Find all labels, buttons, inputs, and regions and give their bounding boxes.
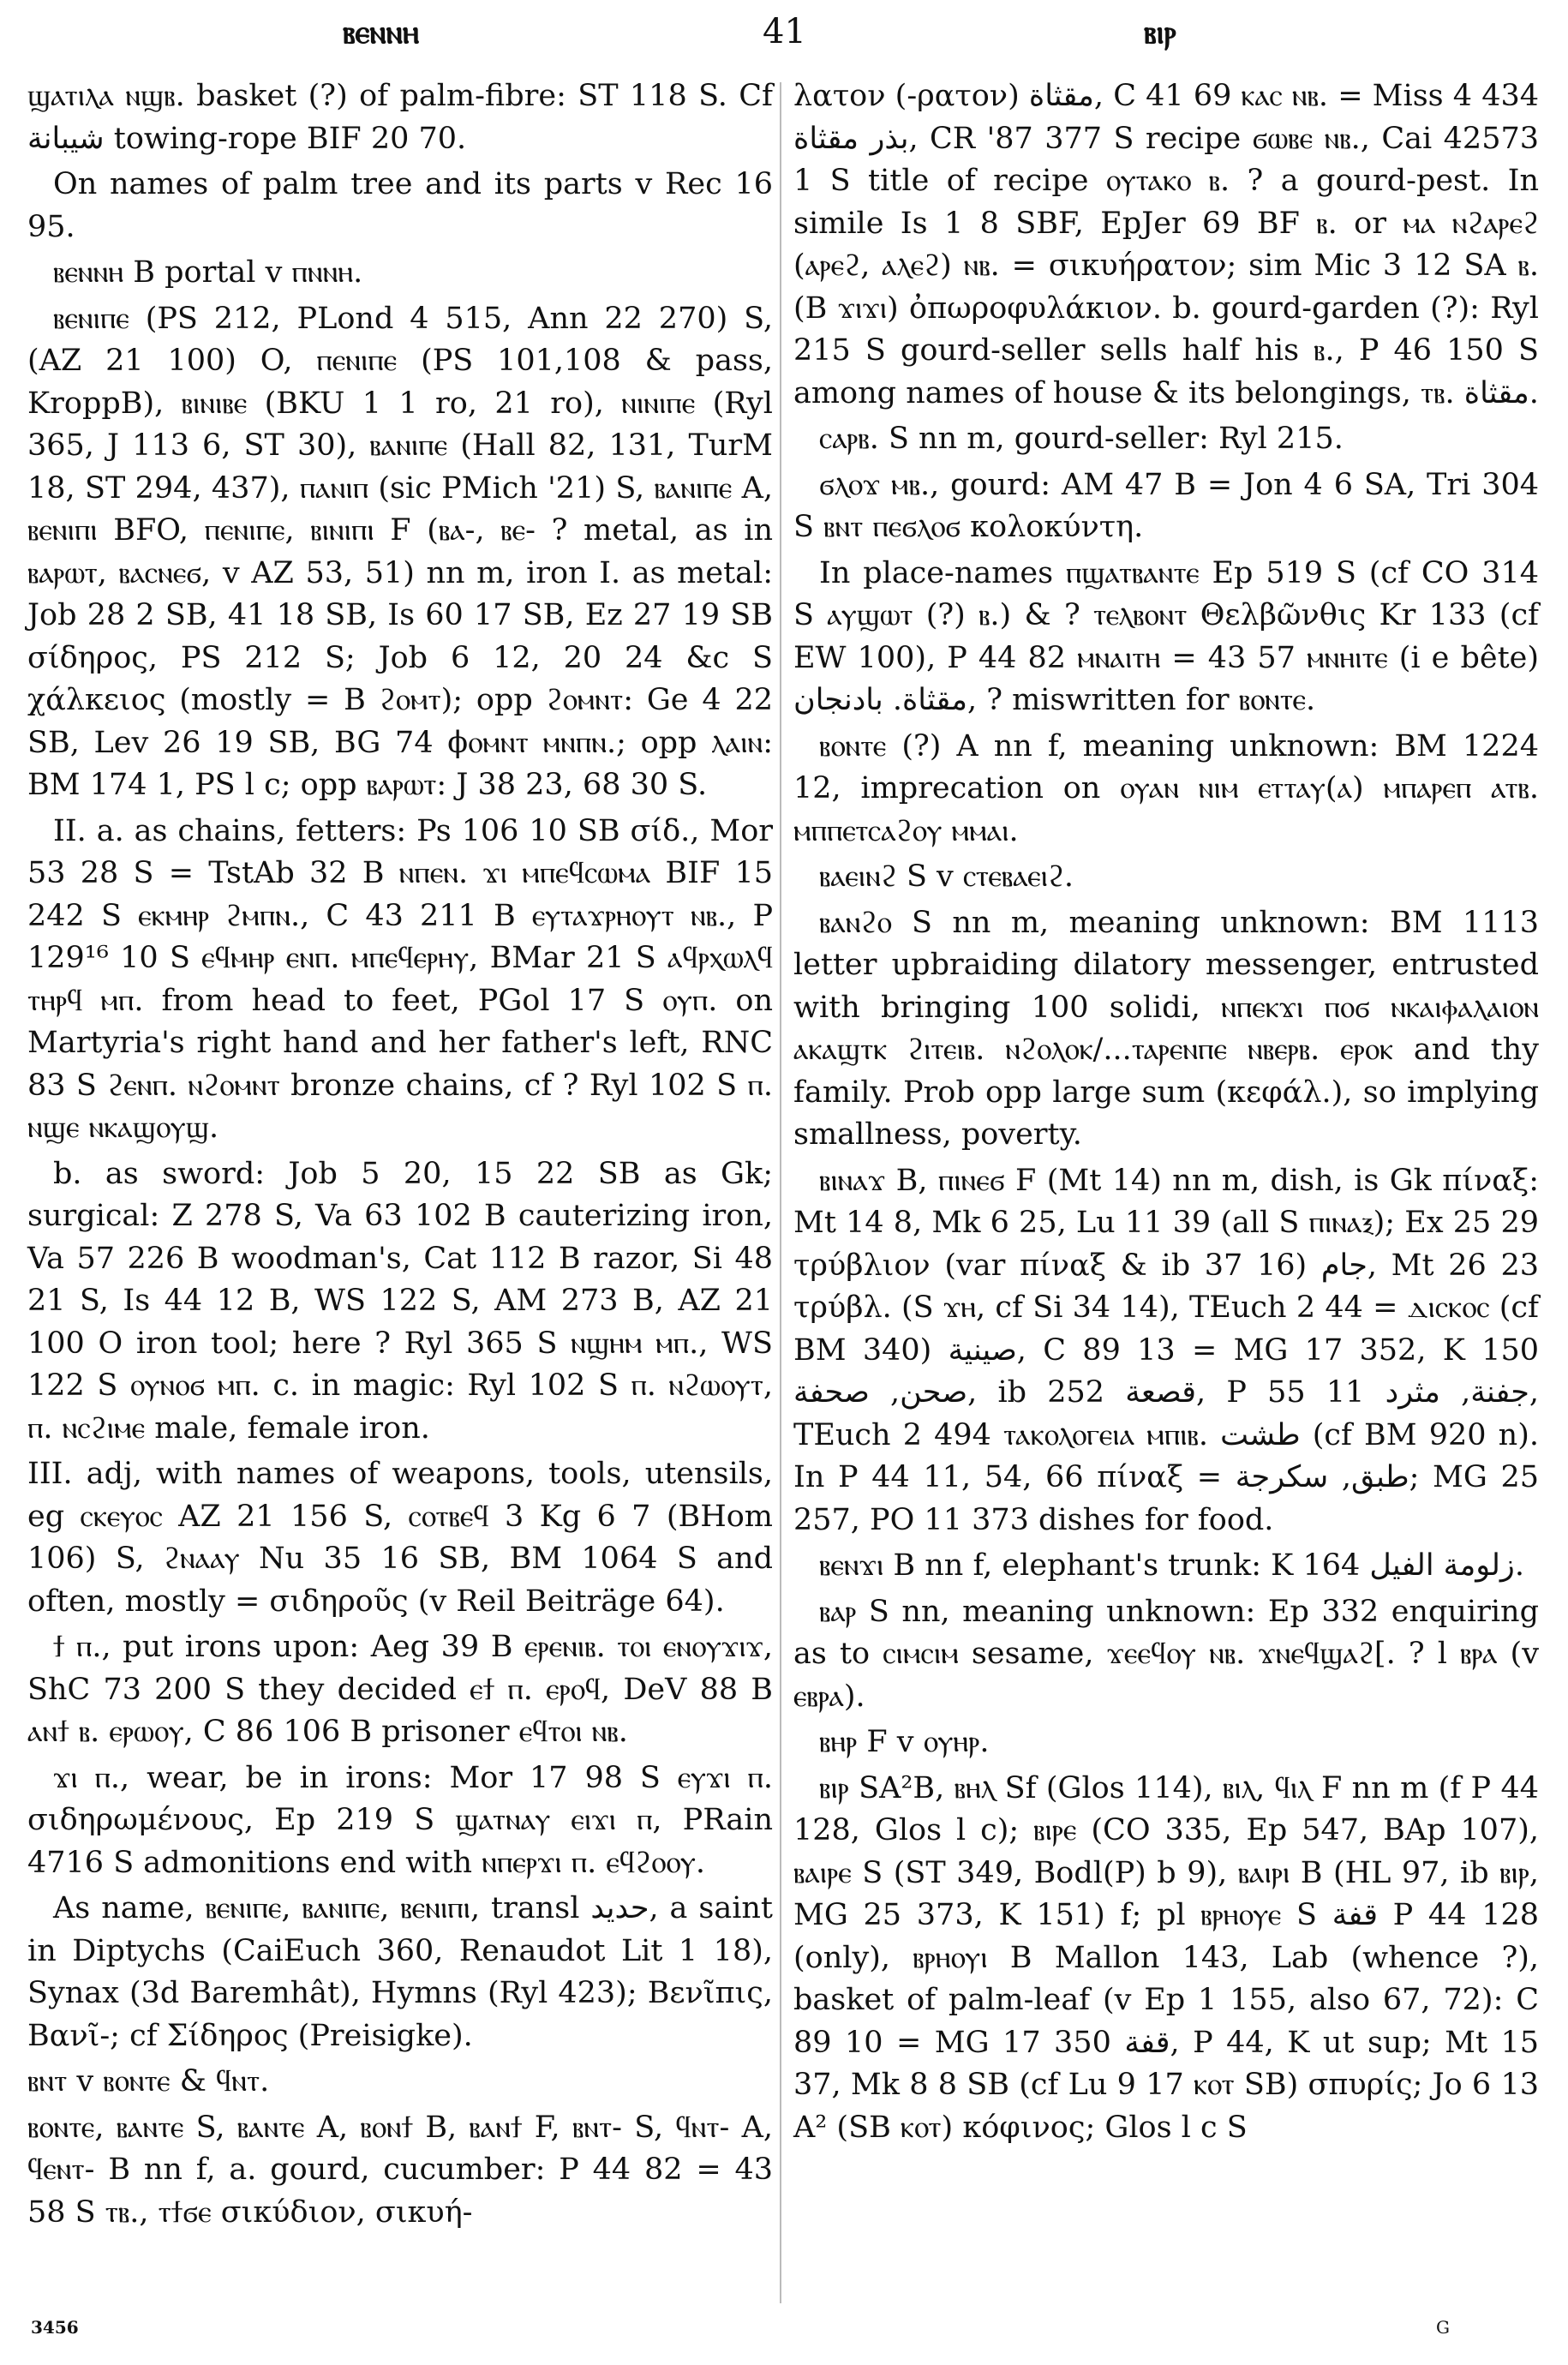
- entry-paragraph: III. adj, with names of weapons, tools, utensils, eg ⲥⲕⲉⲩⲟⲥ AZ 21 156 S, ⲥⲟⲧⲃⲉϥ 3 Kg 6 7 (BHom 106) S, ϩⲛⲁⲁⲩ Nu 35 16 SB, BM 1064 S and often, mostly = σιδηροῦς (v Reil Beiträge 64).: [27, 1457, 773, 1619]
- left-column: [27, 75, 773, 2237]
- entry-paragraph: ⲃⲓⲛⲁϫ B, ⲡⲓⲛⲉϭ F (Mt 14) nn m, dish, is Gk πίναξ: Mt 14 8, Mk 6 25, Lu 11 39 (all S ⲡⲓⲛⲁⲝ); Ex 25 29 τρύβλιον (var πίναξ & ib 37 16) جام, Mt 26 23 τρύβλ. (S ϫⲏ, cf Si 34 14), TEuch 2 44 = ⲇⲓⲥⲕⲟⲥ (cf BM 340) صينية, C 89 13 = MG 17 352, K 150 صحن, صحفة, ib 252 قصعة, P 55 11 جفنة, مثرد, TEuch 2 494 ⲧⲁⲕⲟⲗⲟⲅⲉⲓⲁ ⲙⲡⲓⲃ. طشت (cf BM 920 n). In P 44 11, 54, 66 πίναξ = طبق, سكرجة; MG 25 257, PO 11 373 dishes for food.: [793, 1163, 1539, 1537]
- running-head-right: ⲃⲓⲣ: [1144, 12, 1176, 51]
- entry-paragraph: ⲥⲁⲣⲃ. S nn m, gourd-seller: Ryl 215.: [819, 422, 1344, 456]
- column-divider: [780, 82, 781, 2303]
- signature-mark-right: G: [1436, 2317, 1450, 2338]
- right-column: [793, 75, 1539, 2152]
- entry-paragraph: ϣⲁⲧⲓⲗⲁ ⲛϣⲃ. basket (?) of palm-fibre: ST 118 S. Cf شيبانة towing-rope BIF 20 70.: [27, 79, 773, 156]
- entry-paragraph: ϭⲗⲟϫ ⲙⲃ., gourd: AM 47 B = Jon 4 6 SA, Tri 304 S ⲃⲛⲧ ⲡⲉϭⲗⲟϭ κολοκύντη.: [793, 467, 1539, 544]
- entry-paragraph: ⲃⲁⲣ S nn, meaning unknown: Ep 332 enquiring as to ⲥⲓⲙⲥⲓⲙ sesame, ϫⲉⲉϥⲟⲩ ⲛⲃ. ϫⲛⲉϥϣⲁϩ[. ? l ⲃⲣⲁ (v ⲉⲃⲣⲁ).: [793, 1594, 1539, 1714]
- entry-paragraph: b. as sword: Job 5 20, 15 22 SB as Gk; surgical: Z 278 S, Va 63 102 B cauterizing iron, Va 57 226 B woodman's, Cat 112 B razor, Si 48 21 S, Is 44 12 B, WS 122 S, AM 273 B, AZ 21 100 O iron tool; here ? Ryl 365 S ⲛϣⲏⲙ ⲙⲡ., WS 122 S ⲟⲩⲛⲟϭ ⲙⲡ. c. in magic: Ryl 102 S ⲡ. ⲛϩⲱⲟⲩⲧ, ⲡ. ⲛⲥϩⲓⲙⲉ male, female iron.: [27, 1156, 773, 1446]
- printer-mark-left: 3456: [31, 2317, 79, 2338]
- entry-paragraph: ⲃⲓⲣ SA²B, ⲃⲏⲗ Sf (Glos 114), ⲃⲓⲗ, ϥⲓⲗ F nn m (f P 44 128, Glos l c); ⲃⲓⲣⲉ (CO 335, Ep 547, BAp 107), ⲃⲁⲓⲣⲉ S (ST 349, Bodl(P) b 9), ⲃⲁⲓⲣⲓ B (HL 97, ib ⲃⲓⲣ, MG 25 373, K 151) f; pl ⲃⲣⲏⲟⲩⲉ S قفة P 44 128 (only), ⲃⲣⲏⲟⲩⲓ B Mallon 143, Lab (whence ?), basket of palm-leaf (v Ep 1 155, also 67, 72): C 89 10 = MG 17 350 قفة, P 44, K ut sup; Mt 15 37, Mk 8 8 SB (cf Lu 9 17 ⲕⲟⲧ SB) σπυρίς; Jo 6 13 A² (SB ⲕⲟⲧ) κόφινος; Glos l c S: [793, 1770, 1540, 2145]
- entry-paragraph: II. a. as chains, fetters: Ps 106 10 SB σίδ., Mor 53 28 S = TstAb 32 B ⲛⲡⲉⲛ. ϫⲓ ⲙⲡⲉϥⲥⲱⲙⲁ BIF 15 242 S ⲉⲕⲙⲏⲣ ϩⲙⲡⲛ., C 43 211 B ⲉⲩⲧⲁϫⲣⲏⲟⲩⲧ ⲛⲃ., P 129¹⁶ 10 S ⲉϥⲙⲏⲣ ⲉⲛⲡ. ⲙⲡⲉϥⲉⲣⲏⲩ, BMar 21 S ⲁϥⲣⲭⲱⲗϥ ⲧⲏⲣϥ ⲙⲡ. from head to feet, PGol 17 S ⲟⲩⲡ. on Martyria's right hand and her father's left, RNC 83 S ϩⲉⲛⲡ. ⲛϩⲟⲙⲛⲧ bronze chains, cf ? Ryl 102 S ⲡ. ⲛϣⲉ ⲛⲕⲁϣⲟⲩϣ.: [27, 813, 773, 1145]
- entry-paragraph: ⲃⲟⲛⲧⲉ, ⲃⲁⲛⲧⲉ S, ⲃⲁⲛⲧⲉ A, ⲃⲟⲛϯ B, ⲃⲁⲛϯ F, ⲃⲛⲧ- S, ϥⲛⲧ- A, ϥⲉⲛⲧ- B nn f, a. gourd, cucumber: P 44 82 = 43 58 S ⲧⲃ., ⲧϯϭⲉ σικύδιον, σικυή-: [27, 2110, 773, 2230]
- entry-paragraph: ⲃⲉⲛϫⲓ B nn f, elephant's trunk: K 164 زلومة الفيل.: [819, 1548, 1524, 1583]
- entry-paragraph: ⲃⲁⲛϩⲟ S nn m, meaning unknown: BM 1113 letter upbraiding dilatory messenger, entrusted with bringing 100 solidi, ⲛⲡⲉⲕϫⲓ ⲡⲟϭ ⲛⲕⲁⲓⲫⲁⲗⲁⲓⲟⲛ ⲁⲕⲁϣⲧⲕ ϩⲓⲧⲉⲓⲃ. ⲛϩⲟⲗⲟⲕ/...ⲧⲁⲣⲉⲛⲡⲉ ⲛⲃⲉⲣⲃ. ⲉⲣⲟⲕ and thy family. Prob opp large sum (κεφάλ.), so implying smallness, poverty.: [793, 905, 1539, 1152]
- entry-paragraph: ⲃⲏⲣ F v ⲟⲩⲏⲣ.: [819, 1725, 990, 1759]
- entry-paragraph: As name, ⲃⲉⲛⲓⲡⲉ, ⲃⲁⲛⲓⲡⲉ, ⲃⲉⲛⲓⲡⲓ, transl حديد, a saint in Diptychs (CaiEuch 360, Renaudot Lit 1 18), Synax (3d Baremhât), Hymns (Ryl 423); Βενῖπις, Βανῖ-; cf Σίδηρος (Preisigke).: [27, 1891, 773, 2053]
- entry-paragraph: On names of palm tree and its parts v Rec 16 95.: [27, 167, 773, 244]
- entry-paragraph: ⲃⲛⲧ v ⲃⲟⲛⲧⲉ & ϥⲛⲧ.: [27, 2064, 270, 2099]
- entry-paragraph: ϯ ⲡ., put irons upon: Aeg 39 B ⲉⲣⲉⲛⲓⲃ. ⲧⲟⲓ ⲉⲛⲟⲩϫⲓϫ, ShC 73 200 S they decided ⲉϯ ⲡ. ⲉⲣⲟϥ, DeV 88 B ⲁⲛϯ ⲃ. ⲉⲣⲱⲟⲩ, C 86 106 B prisoner ⲉϥⲧⲟⲓ ⲛⲃ.: [27, 1630, 773, 1749]
- entry-paragraph: ϫⲓ ⲡ., wear, be in irons: Mor 17 98 S ⲉⲩϫⲓ ⲡ. σιδηρωμένους, Ep 219 S ϣⲁⲧⲛⲁⲩ ⲉⲓϫⲓ ⲡ, PRain 4716 S admonitions end with ⲛⲡⲉⲣϫⲓ ⲡ. ⲉϥϩⲟⲟⲩ.: [27, 1760, 773, 1880]
- entry-paragraph: In place-names ⲡϣⲁⲧⲃⲁⲛⲧⲉ Ep 519 S (cf CO 314 S ⲁⲩϣⲱⲧ (?) ⲃ.) & ? ⲧⲉⲗⲃⲟⲛⲧ Θελβῶνθις Kr 133 (cf EW 100), P 44 82 ⲙⲛⲁⲓⲧⲏ = 43 57 ⲙⲛⲏⲓⲧⲉ (i e bête) مقثاة. بادنجان, ? miswritten for ⲃⲟⲛⲧⲉ.: [793, 555, 1539, 717]
- entry-paragraph: λατον (-ρατον) مقثاة, C 41 69 ⲕⲁⲥ ⲛⲃ. = Miss 4 434 بذر مقثاة, CR '87 377 S recipe ϭⲱⲃⲉ ⲛⲃ., Cai 42573 1 S title of recipe ⲟⲩⲧⲁⲕⲟ ⲃ. ? a gourd-pest. In simile Is 1 8 SBF, EpJer 69 BF ⲃ. or ⲙⲁ ⲛϩⲁⲣⲉϩ (ⲁⲣⲉϩ, ⲁⲗⲉϩ) ⲛⲃ. = σικυήρατον; sim Mic 3 12 SA ⲃ. (B ϫⲓϫⲓ) ὀπωροφυλάκιον. b. gourd-garden (?): Ryl 215 S gourd-seller sells half his ⲃ., P 46 150 S among names of house & its belongings, ⲧⲃ. مقثاة.: [793, 79, 1540, 410]
- entry-paragraph: ⲃⲉⲛⲓⲡⲉ (PS 212, PLond 4 515, Ann 22 270) S, (AZ 21 100) O, ⲡⲉⲛⲓⲡⲉ (PS 101,108 & pass, KroppB), ⲃⲓⲛⲓⲃⲉ (BKU 1 1 ro, 21 ro), ⲛⲓⲛⲓⲡⲉ (Ryl 365, J 113 6, ST 30), ⲃⲁⲛⲓⲡⲉ (Hall 82, 131, TurM 18, ST 294, 437), ⲡⲁⲛⲓⲡ (sic PMich '21) S, ⲃⲁⲛⲓⲡⲉ A, ⲃⲉⲛⲓⲡⲓ BFO, ⲡⲉⲛⲓⲡⲉ, ⲃⲓⲛⲓⲡⲓ F (ⲃⲁ-, ⲃⲉ- ? metal, as in ⲃⲁⲣⲱⲧ, ⲃⲁⲥⲛⲉϭ, v AZ 53, 51) nn m, iron I. as metal: Job 28 2 SB, 41 18 SB, Is 60 17 SB, Ez 27 19 SB σίδηρος, PS 212 S; Job 6 12, 20 24 &c S χάλκειος (mostly = B ϩⲟⲙⲧ); opp ϩⲟⲙⲛⲧ: Ge 4 22 SB, Lev 26 19 SB, BG 74 ϕⲟⲙⲛⲧ ⲙⲛⲡⲛ.; opp ⲗⲁⲓⲛ: BM 174 1, PS l c; opp ⲃⲁⲣⲱⲧ: J 38 23, 68 30 S.: [27, 301, 773, 802]
- running-head-left: ⲃⲉⲛⲛⲏ: [343, 12, 420, 51]
- entry-paragraph: ⲃⲁⲉⲓⲛϩ S v ⲥⲧⲉⲃⲁⲉⲓϩ.: [819, 859, 1074, 894]
- entry-paragraph: ⲃⲟⲛⲧⲉ (?) A nn f, meaning unknown: BM 1224 12, imprecation on ⲟⲩⲁⲛ ⲛⲓⲙ ⲉⲧⲧⲁⲩ(ⲁ) ⲙⲡⲁⲣⲉⲡ ⲁⲧⲃ. ⲙⲡⲡⲉⲧⲥⲁϩⲟⲩ ⲙⲙⲁⲓ.: [793, 728, 1539, 848]
- page-number: 41: [763, 12, 806, 51]
- entry-paragraph: ⲃⲉⲛⲛⲏ B portal v ⲡⲛⲛⲏ.: [53, 255, 363, 290]
